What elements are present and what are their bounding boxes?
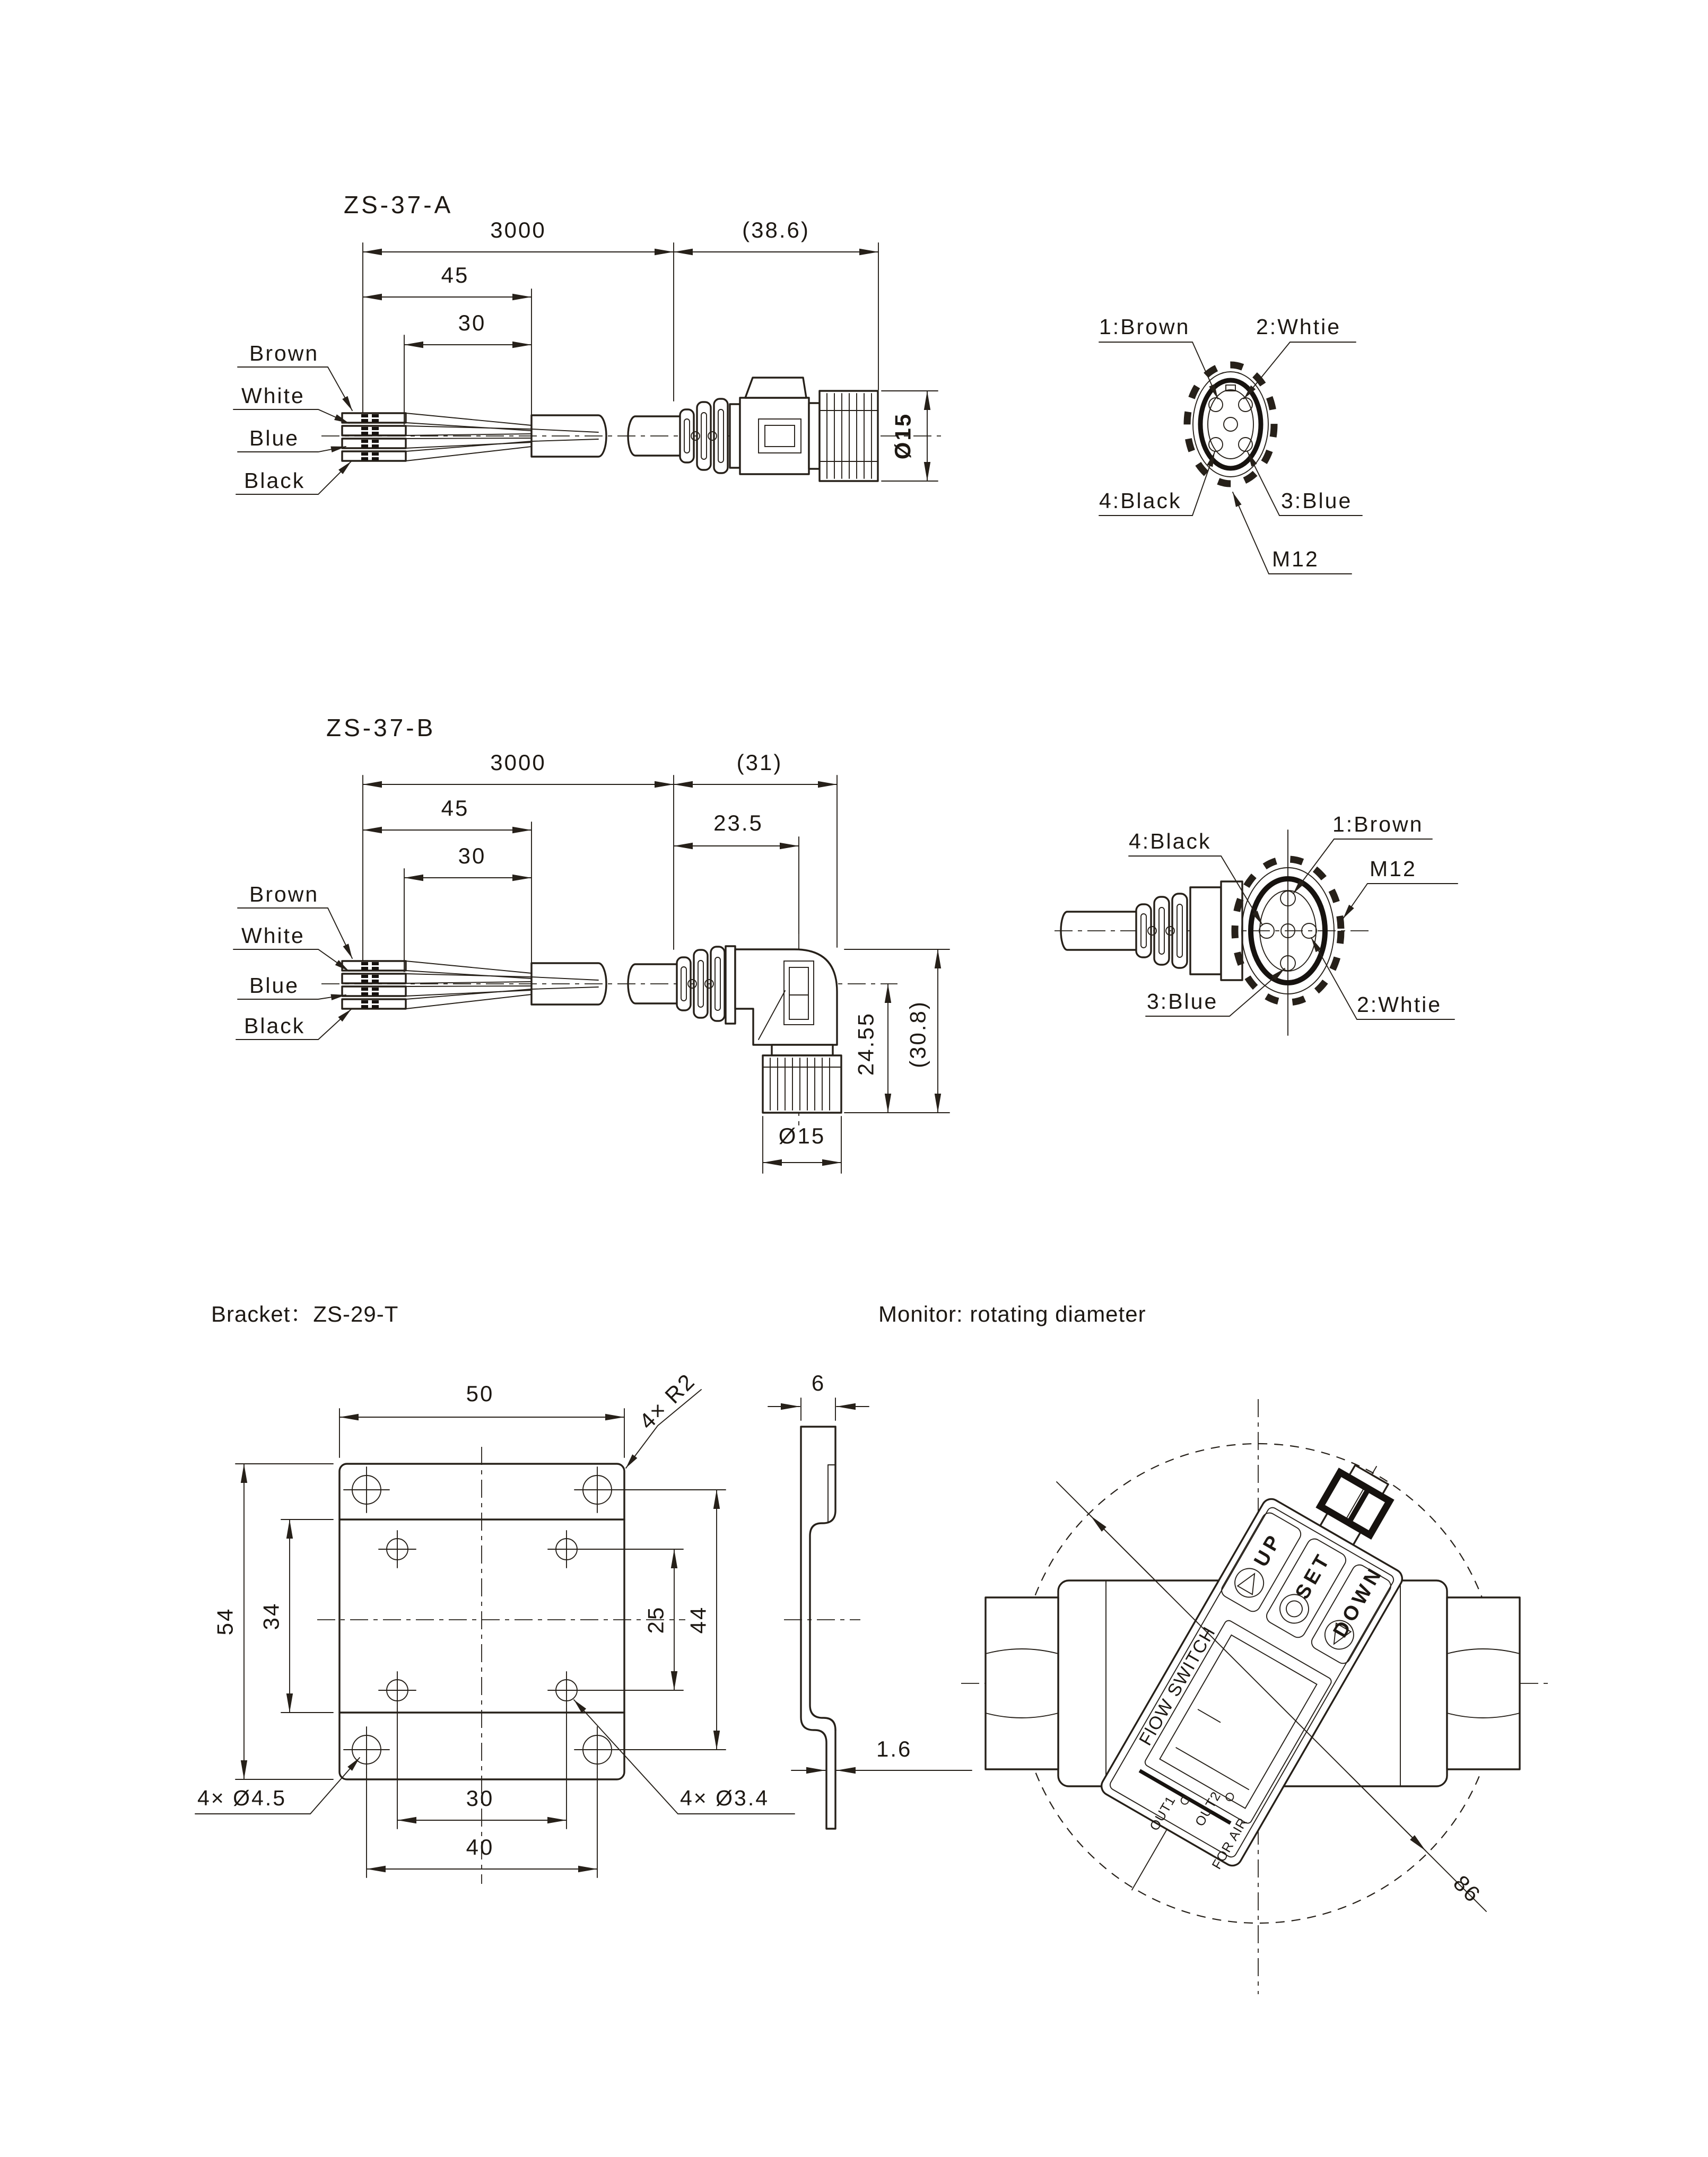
monitor-left-hex-nut <box>986 1597 1058 1769</box>
zs37b-lead-taper <box>406 961 598 1009</box>
zs37b-elbow-connector <box>735 949 841 1113</box>
bracket-dim-inner-hole-span-h: 30 <box>466 1786 494 1811</box>
zs37a-section <box>233 191 1362 574</box>
zs37b-dimensions <box>363 750 949 1173</box>
zs37b-wire-labels <box>233 882 352 1040</box>
zs37a-pin1-label: 1:Brown <box>1099 315 1190 339</box>
zs37b-dim-total-height: (30.8) <box>905 1000 930 1068</box>
zs37a-dim-cable-length: 3000 <box>490 217 546 242</box>
bracket-title: Bracket：ZS-29-T <box>211 1302 399 1326</box>
bracket-side-dimensions <box>768 1370 972 1770</box>
zs37a-thread-label: M12 <box>1272 547 1319 571</box>
zs37b-pin3-label: 3:Blue <box>1147 989 1218 1014</box>
monitor-title: Monitor: rotating diameter <box>878 1302 1146 1326</box>
bracket-front-view <box>195 1368 795 1884</box>
zs37a-pins <box>1209 398 1252 451</box>
bracket-dim-outer-hole-span-v: 44 <box>685 1605 711 1634</box>
bracket-dim-thickness: 1.6 <box>876 1736 912 1761</box>
zs37a-dim-lead-length: 45 <box>441 263 469 287</box>
monitor-flow-switch-label: FlOW SWITCH <box>1135 1623 1220 1749</box>
zs37a-knurled-nut <box>820 391 878 481</box>
zs37a-cable-drawing <box>233 217 943 494</box>
zs37b-dim-cable-length: 3000 <box>490 750 546 775</box>
bracket-inner-holes-label: 4× Ø3.4 <box>680 1786 770 1810</box>
bracket-outer-holes-label: 4× Ø4.5 <box>197 1786 287 1810</box>
monitor-for-air-label: FOR AIR <box>1209 1815 1251 1872</box>
bracket-dim-inner-hole-span-v: 25 <box>643 1605 668 1634</box>
zs37b-dim-strip-length: 30 <box>458 843 486 868</box>
zs37b-wire2-label: White <box>241 923 305 948</box>
zs37a-boot <box>680 399 740 473</box>
bracket-front-dimensions <box>195 1368 795 1877</box>
zs37a-lead-taper <box>406 413 598 461</box>
zs37a-wire2-label: White <box>241 383 305 408</box>
monitor-dim-rotating-diameter: 86 <box>1448 1870 1486 1908</box>
zs37b-dim-head-length: 23.5 <box>713 810 763 835</box>
zs37a-wire-labels <box>233 341 352 494</box>
bracket-dim-fold-span: 34 <box>258 1602 284 1630</box>
zs37a-connector-body <box>740 378 820 474</box>
zs37b-boot <box>677 946 735 1024</box>
zs37a-dim-strip-length: 30 <box>458 310 486 335</box>
zs37b-wire4-label: Black <box>244 1014 306 1038</box>
zs37a-wire4-label: Black <box>244 468 306 493</box>
monitor-right-hex-nut <box>1447 1597 1520 1769</box>
zs37b-dim-diameter: Ø15 <box>778 1123 826 1148</box>
zs37b-section <box>233 714 1458 1173</box>
zs37b-dim-lead-length: 45 <box>441 796 469 820</box>
zs37b-connector-face-view <box>1055 812 1458 1035</box>
zs37b-wire1-label: Brown <box>249 882 319 906</box>
zs37b-title: ZS-37-B <box>326 714 436 741</box>
monitor-down-label: DOWN <box>1329 1562 1388 1641</box>
zs37a-dim-diameter: Ø15 <box>890 412 916 460</box>
zs37b-wire-tips <box>342 961 406 1009</box>
zs37a-wire-tips <box>342 413 406 461</box>
zs37a-wire1-label: Brown <box>249 341 319 365</box>
bracket-side-view <box>768 1370 972 1829</box>
zs37b-dim-below-axis: 24.55 <box>853 1011 878 1076</box>
zs37b-pin1-label: 1:Brown <box>1332 812 1424 836</box>
bracket-dim-width: 50 <box>466 1381 494 1406</box>
zs37a-wire3-label: Blue <box>249 426 300 450</box>
zs37a-pin2-label: 2:Whtie <box>1256 315 1341 339</box>
zs37a-dim-connector-length: (38.6) <box>742 217 810 242</box>
zs37b-pin2-label: 2:Whtie <box>1357 992 1442 1017</box>
monitor-out2-label: OUT2 <box>1192 1789 1224 1829</box>
zs37a-connector-face-view <box>1099 315 1362 574</box>
bracket-section <box>195 1302 972 1884</box>
zs37b-wire3-label: Blue <box>249 973 300 998</box>
bracket-dim-depth: 6 <box>811 1370 826 1395</box>
zs37a-pin3-label: 3:Blue <box>1281 488 1353 513</box>
bracket-dim-corner-radius: 4× R2 <box>634 1368 700 1434</box>
monitor-up-label: UP <box>1250 1529 1287 1571</box>
zs37b-dim-connector-length: (31) <box>736 750 783 775</box>
zs37a-title: ZS-37-A <box>344 191 454 219</box>
zs37b-pin4-label: 4:Black <box>1129 829 1212 853</box>
monitor-section <box>878 1302 1548 1994</box>
zs37b-cable-drawing <box>233 750 949 1173</box>
monitor-set-label: SET <box>1291 1548 1336 1603</box>
zs37b-thread-label: M12 <box>1370 857 1417 881</box>
bracket-dim-outer-hole-span-h: 40 <box>466 1835 494 1859</box>
zs37a-pin4-label: 4:Black <box>1099 488 1182 513</box>
bracket-dim-height: 54 <box>212 1607 238 1636</box>
monitor-out1-label: OUT1 <box>1147 1793 1179 1833</box>
